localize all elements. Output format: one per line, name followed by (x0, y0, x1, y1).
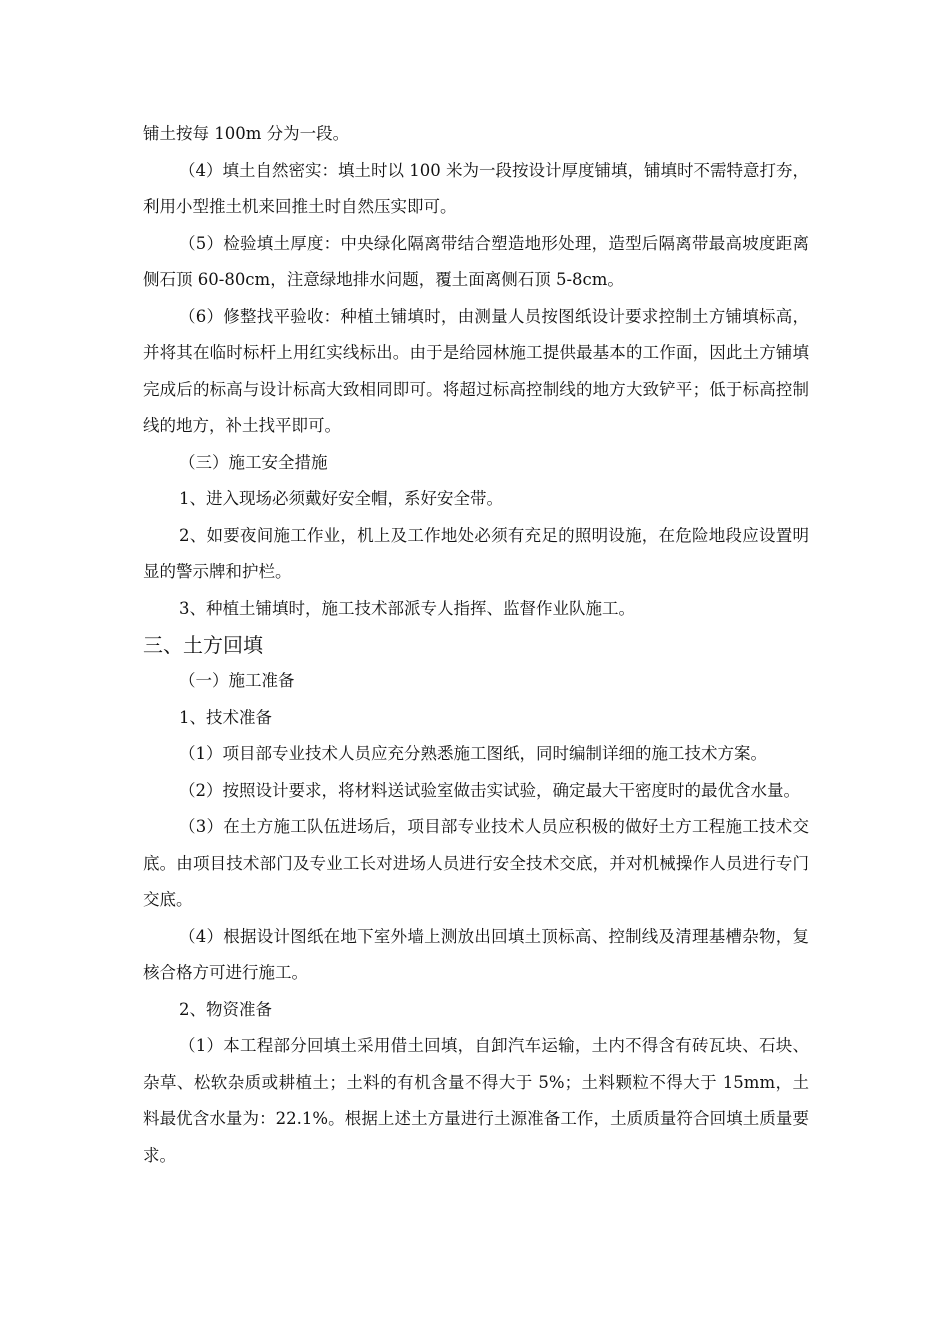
subheading-paragraph: 2、物资准备 (179, 999, 272, 1019)
paragraph: （4）根据设计图纸在地下室外墙上测放出回填土顶标高、控制线及清理基槽杂物，复核合格方可进行施工。 (143, 926, 809, 982)
paragraph: （6）修整找平验收：种植土铺填时，由测量人员按图纸设计要求控制土方铺填标高，并将其在临时标杆上用红实线标出。由于是给园林施工提供最基本的工作面，因此土方铺填完成后的标高与设计标高大致相同即可。将超过标高控制线的地方大致铲平；低于标高控制线的地方，补土找平即可。 (143, 306, 809, 435)
paragraph: 铺土按每 100m 分为一段。 (143, 124, 350, 143)
list-item: 3、种植土铺填时，施工技术部派专人指挥、监督作业队施工。 (179, 598, 635, 618)
section-heading: 三、土方回填 (143, 633, 263, 657)
document-body (143, 116, 809, 1174)
paragraph: （1）项目部专业技术人员应充分熟悉施工图纸，同时编制详细的施工技术方案。 (179, 744, 767, 763)
paragraph: （1）本工程部分回填土采用借土回填，自卸汽车运输，土内不得含有砖瓦块、石块、杂草、松软杂质或耕植土；土料的有机含量不得大于 5%；土料颗粒不得大于 15mm，土料最优含水量为：22.1%。根据上述土方量进行土源准备工作，土质质量符合回填土质量要求。 (143, 1036, 809, 1165)
subheading-paragraph: （三）施工安全措施 (179, 452, 328, 472)
paragraph: （2）按照设计要求，将材料送试验室做击实试验，确定最大干密度时的最优含水量。 (179, 780, 800, 800)
paragraph: （4）填土自然密实：填土时以 100 米为一段按设计厚度铺填，铺填时不需特意打夯，利用小型推土机来回推土时自然压实即可。 (143, 160, 809, 216)
paragraph: （5）检验填土厚度：中央绿化隔离带结合塑造地形处理，造型后隔离带最高坡度距离侧石顶 60-80cm，注意绿地排水问题，覆土面离侧石顶 5-8cm。 (143, 233, 809, 289)
subheading-paragraph: （一）施工准备 (179, 671, 295, 690)
list-item: 2、如要夜间施工作业，机上及工作地处必须有充足的照明设施，在危险地段应设置明显的警示牌和护栏。 (143, 525, 809, 581)
subheading-paragraph: 1、技术准备 (179, 707, 272, 727)
list-item: 1、进入现场必须戴好安全帽，系好安全带。 (179, 489, 503, 508)
paragraph: （3）在土方施工队伍进场后，项目部专业技术人员应积极的做好土方工程施工技术交底。由项目技术部门及专业工长对进场人员进行安全技术交底，并对机械操作人员进行专门交底。 (143, 817, 809, 909)
